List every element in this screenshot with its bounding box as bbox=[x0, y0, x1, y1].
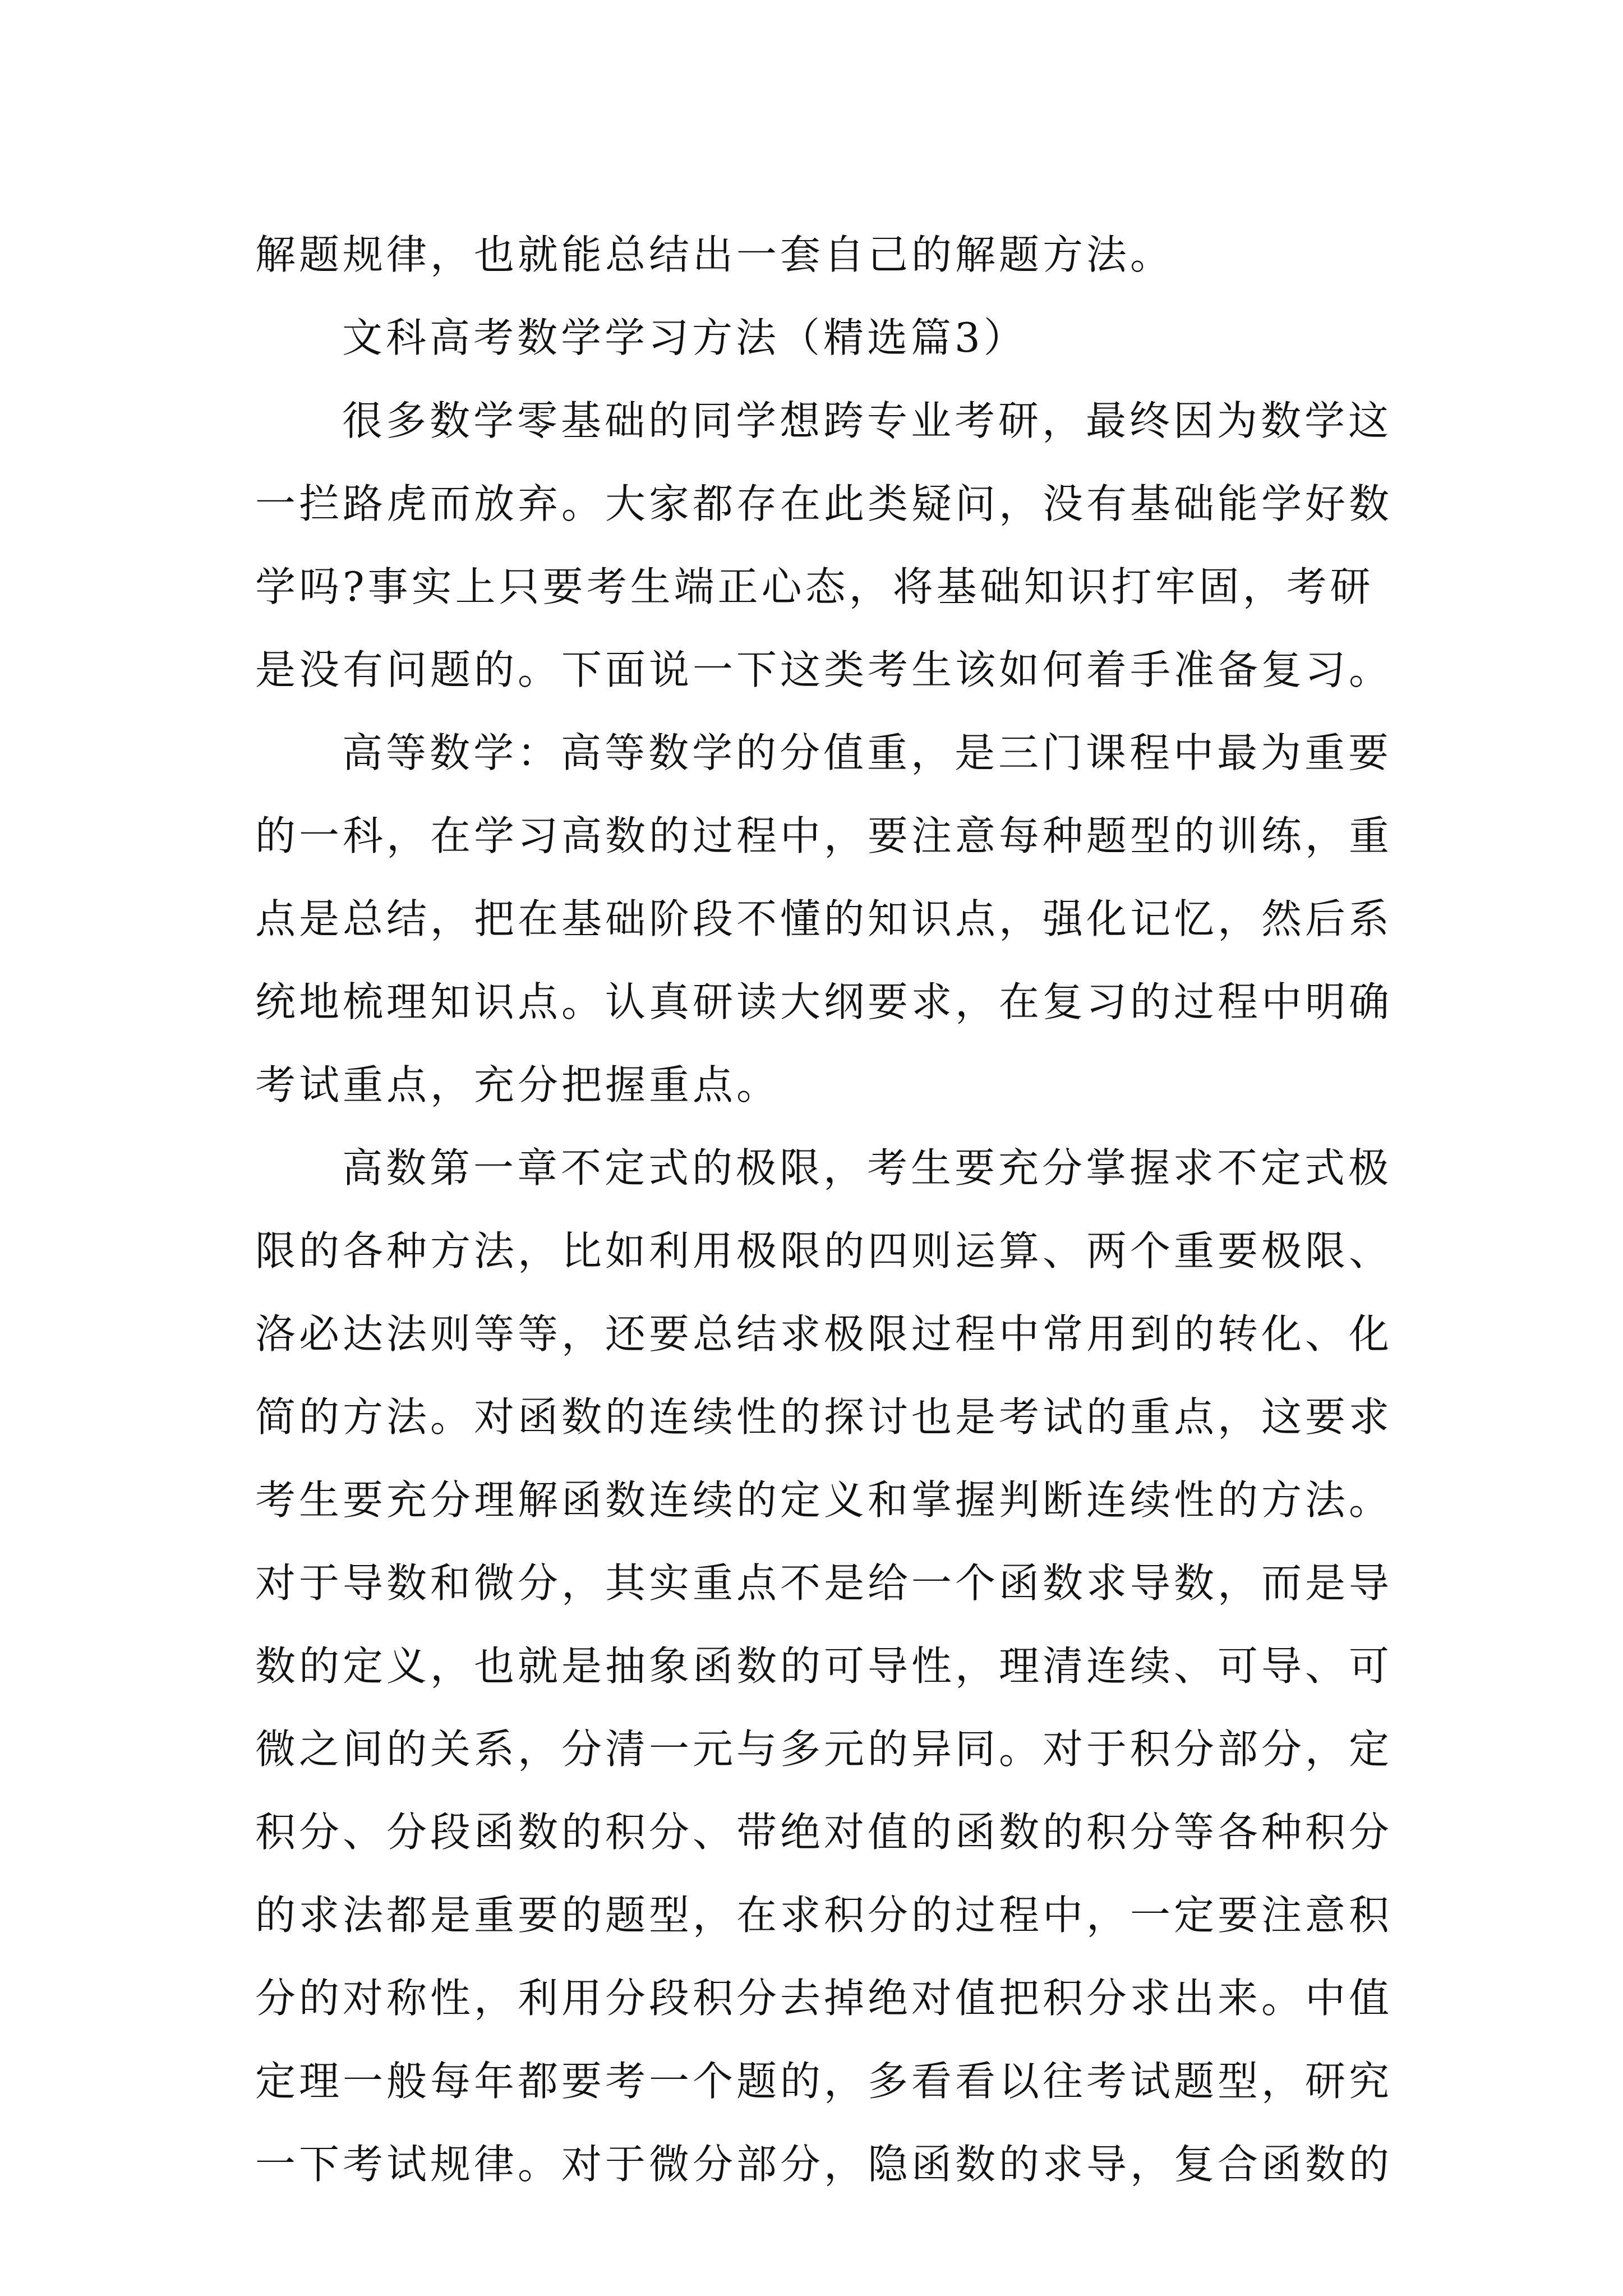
text-line: 积分、分段函数的积分、带绝对值的函数的积分等各种积分 bbox=[255, 1809, 1393, 1856]
text-line: 洛必达法则等等，还要总结求极限过程中常用到的转化、化 bbox=[255, 1310, 1393, 1358]
text-line: 的求法都是重要的题型，在求积分的过程中，一定要注意积 bbox=[255, 1892, 1393, 1939]
text-line: 一下考试规律。对于微分部分，隐函数的求导，复合函数的 bbox=[255, 2141, 1393, 2188]
text-line: 统地梳理知识点。认真研读大纲要求，在复习的过程中明确 bbox=[255, 978, 1393, 1025]
text-line: 高数第一章不定式的极限，考生要充分掌握求不定式极 bbox=[342, 1144, 1393, 1191]
text-line: 简的方法。对函数的连续性的探讨也是考试的重点，这要求 bbox=[255, 1393, 1393, 1441]
document-body bbox=[255, 213, 1393, 2206]
text-line: 的一科，在学习高数的过程中，要注意每种题型的训练，重 bbox=[255, 812, 1393, 859]
text-line: 微之间的关系，分清一元与多元的异同。对于积分部分，定 bbox=[255, 1726, 1393, 1773]
text-line: 限的各种方法，比如利用极限的四则运算、两个重要极限、 bbox=[255, 1227, 1393, 1274]
section-heading: 文科高考数学学习方法（精选篇3） bbox=[342, 314, 1027, 361]
text-line: 很多数学零基础的同学想跨专业考研，最终因为数学这 bbox=[342, 397, 1393, 444]
text-line: 点是总结，把在基础阶段不懂的知识点，强化记忆，然后系 bbox=[255, 895, 1393, 942]
text-line: 对于导数和微分，其实重点不是给一个函数求导数，而是导 bbox=[255, 1559, 1393, 1607]
text-line: 考生要充分理解函数连续的定义和掌握判断连续性的方法。 bbox=[255, 1476, 1393, 1524]
text-line: 解题规律，也就能总结出一套自己的解题方法。 bbox=[255, 231, 1174, 278]
text-line: 考试重点，充分把握重点。 bbox=[255, 1061, 781, 1108]
text-line: 定理一般每年都要考一个题的，多看看以往考试题型，研究 bbox=[255, 2058, 1393, 2105]
text-line: 一拦路虎而放弃。大家都存在此类疑问，没有基础能学好数 bbox=[255, 480, 1393, 527]
text-line: 学吗?事实上只要考生端正心态，将基础知识打牢固，考研 bbox=[255, 563, 1374, 610]
text-line: 是没有问题的。下面说一下这类考生该如何着手准备复习。 bbox=[255, 646, 1393, 693]
text-line: 分的对称性，利用分段积分去掉绝对值把积分求出来。中值 bbox=[255, 1975, 1393, 2022]
text-line: 高等数学：高等数学的分值重，是三门课程中最为重要 bbox=[342, 729, 1393, 776]
text-line: 数的定义，也就是抽象函数的可导性，理清连续、可导、可 bbox=[255, 1642, 1393, 1690]
